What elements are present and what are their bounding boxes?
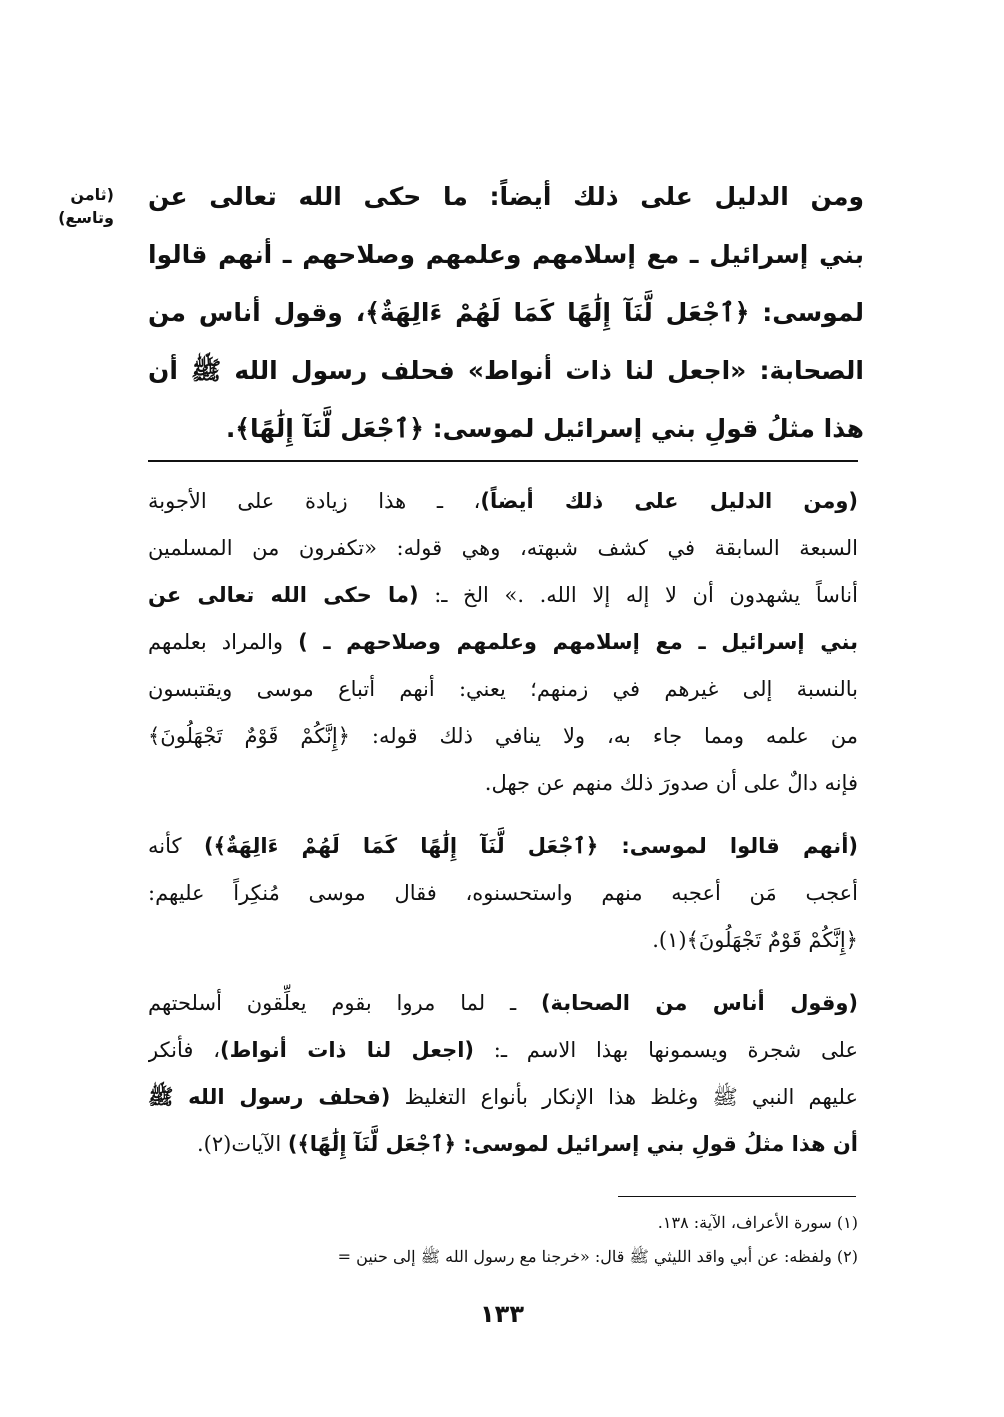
commentary-text: السبعة السابقة في كشف شبهته، وهي قوله: «تكفرون من المسلمين: [148, 536, 858, 560]
bold-quote: (ما حكى الله تعالى عن: [148, 583, 419, 607]
main-text-line: الصحابة: «اجعل لنا ذات أنواط» فحلف رسول الله ﷺ أن: [148, 356, 864, 385]
commentary-line: [148, 870, 858, 917]
commentary-text: من علمه ومما جاء به، ولا ينافي ذلك قوله: ﴿إِنَّكُمْ قَوْمٌ تَجْهَلُونَ﴾: [148, 724, 858, 748]
footnote-divider: [618, 1196, 856, 1197]
commentary-text: بالنسبة إلى غيرهم في زمنهم؛ يعني: أنهم أتباع موسى ويقتبسون: [148, 677, 858, 701]
commentary-line: [148, 525, 858, 572]
commentary-line: [148, 823, 858, 870]
bold-quote: (وقول أناس من الصحابة): [540, 991, 858, 1015]
main-text-line: هذا مثلُ قولِ بني إسرائيل لموسى: ﴿ٱجْعَل لَّنَآ إِلَٰهًا﴾.: [225, 414, 864, 443]
section-divider: [148, 460, 858, 462]
paragraph-gap: [148, 964, 858, 980]
footnote: (١) سورة الأعراف، الآية: ١٣٨.: [657, 1213, 858, 1232]
commentary-text: الآيات(٢).: [197, 1132, 288, 1156]
commentary-text: ﴿إِنَّكُمْ قَوْمٌ تَجْهَلُونَ﴾(١).: [652, 928, 858, 952]
bold-quote: (فحلف رسول الله ﷺ: [148, 1085, 391, 1109]
commentary-text: على شجرة ويسمونها بهذا الاسم ـ:: [474, 1038, 858, 1062]
commentary-text: والمراد بعلمهم: [148, 630, 299, 654]
commentary-line: [148, 666, 858, 713]
commentary-line: [148, 1027, 858, 1074]
commentary-line: [148, 1121, 858, 1168]
footnote: (٢) ولفظه: عن أبي واقد الليثي ﷺ قال: «خرجنا مع رسول الله ﷺ إلى حنين =: [337, 1247, 858, 1266]
commentary-text: أناساً يشهدون أن لا إله إلا الله. .» الخ ـ:: [434, 583, 858, 607]
commentary-line: [148, 760, 858, 807]
commentary-line: [148, 1074, 858, 1121]
commentary-text: كأنه: [148, 834, 205, 858]
main-text-line: بني إسرائيل ـ مع إسلامهم وعلمهم وصلاحهم ـ أنهم قالوا: [148, 240, 864, 269]
commentary-text: أعجب مَن أعجبه منهم واستحسنوه، فقال موسى مُنكِراً عليهم:: [148, 881, 858, 905]
bold-quote: بني إسرائيل ـ مع إسلامهم وعلمهم وصلاحهم ـ ): [298, 630, 858, 654]
main-text-line: ومن الدليل على ذلك أيضاً: ما حكى الله تعالى عن: [148, 182, 864, 211]
bold-quote: (ومن الدليل على ذلك أيضاً): [480, 489, 858, 513]
commentary-line: [148, 572, 858, 619]
commentary-line: [148, 917, 858, 964]
page-number: ١٣٣: [480, 1300, 524, 1328]
commentary-text: ، ـ هذا زيادة على الأجوبة: [148, 489, 481, 513]
main-text: [148, 168, 864, 458]
commentary-line: [148, 713, 858, 760]
margin-note: [34, 183, 114, 229]
commentary-line: [148, 619, 858, 666]
commentary-line: [148, 980, 858, 1027]
margin-note-line-1: (ثامن: [70, 185, 114, 204]
footnotes: [148, 1206, 858, 1274]
bold-quote: أن هذا مثلُ قولِ بني إسرائيل لموسى: ﴿ٱجْعَل لَّنَآ إِلَٰهًا﴾): [287, 1132, 858, 1156]
commentary-line: [148, 478, 858, 525]
main-text-line: لموسى: ﴿ٱجْعَل لَّنَآ إِلَٰهًا كَمَا لَهُمْ ءَالِهَةٌ﴾، وقول أناس من: [148, 298, 864, 327]
bold-quote: (أنهم قالوا لموسى: ﴿ٱجْعَل لَّنَآ إِلَٰهًا كَمَا لَهُمْ ءَالِهَةٌ﴾): [204, 834, 858, 858]
margin-note-line-2: وتاسع): [58, 208, 114, 227]
bold-quote: (اجعل لنا ذات أنواط): [220, 1038, 475, 1062]
commentary-text: ، فأنكر: [148, 1038, 221, 1062]
commentary-text: فإنه دالٌ على أن صدورَ ذلك منهم عن جهل.: [484, 771, 858, 795]
commentary: [148, 478, 858, 1168]
paragraph-gap: [148, 807, 858, 823]
commentary-text: عليهم النبي ﷺ وغلظ هذا الإنكار بأنواع التغليظ: [390, 1085, 858, 1109]
commentary-text: ـ لما مروا بقوم يعلِّقون أسلحتهم: [148, 991, 541, 1015]
